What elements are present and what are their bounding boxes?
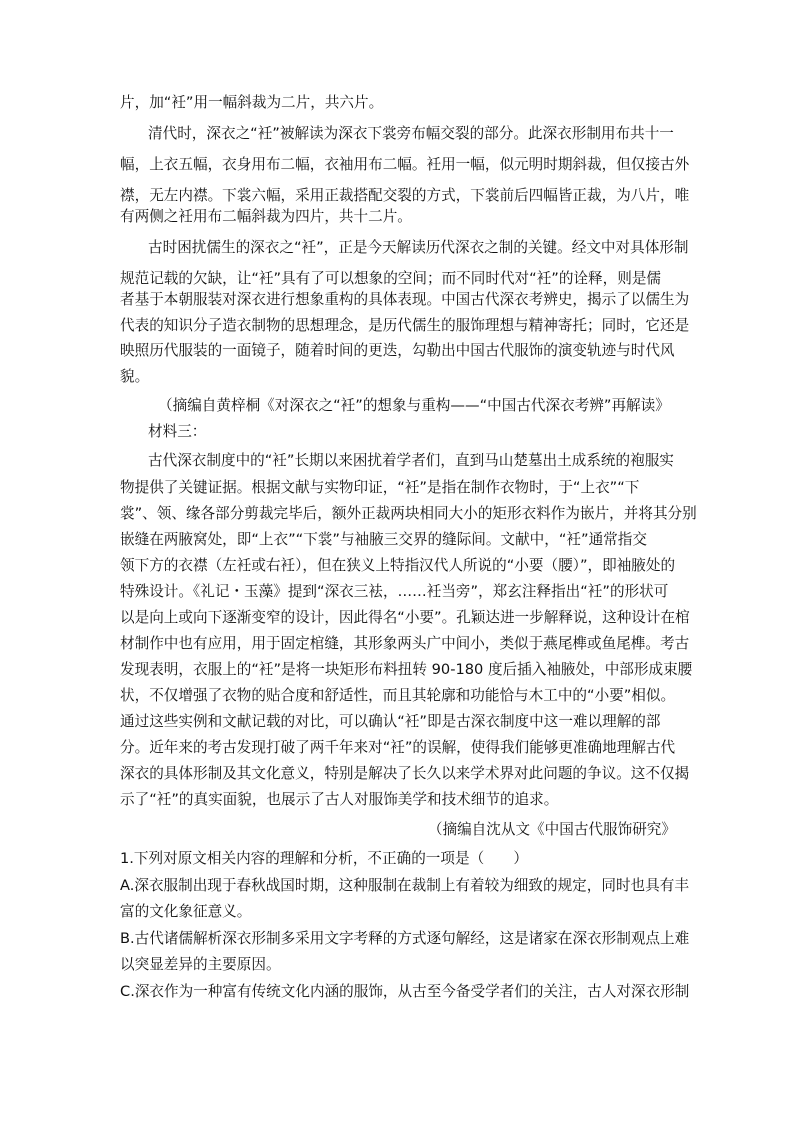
text-line: 襟，无左内襟。下裳六幅，采用正裁搭配交裂的方式，下裳前后四幅皆正裁，为八片，唯 [120,187,690,204]
option-a: A.深衣服制出现于春秋战国时期，这种服制在裁制上有着较为细致的规定，同时也具有丰 [120,877,689,894]
text-line: 幅，上衣五幅，衣身用布二幅，衣袖用布二幅。衽用一幅，似元明时期斜裁，但仅接古外 [120,156,690,173]
text-line: 者基于本朝服装对深衣进行想象重构的具体表现。中国古代深衣考辨史，揭示了以儒生为 [120,291,690,308]
source-citation: （摘编自黄梓桐《对深衣之“衽”的想象与重构——“中国古代深衣考辨”再解读》 [158,397,670,414]
text-line: 特殊设计。《礼记・玉藻》提到“深衣三袪，……衽当旁”，郑玄注释指出“衽”的形状可 [120,583,669,600]
text-line: 以是向上或向下逐渐变窄的设计，因此得名“小要”。孔颖达进一步解释说，这种设计在棺 [120,609,690,626]
text-line: 规范记载的欠缺，让“衽”具有了可以想象的空间；而不同时代对“衽”的诠释，则是儒 [120,270,662,287]
text-line: 裳”、领、缘各部分剪裁完毕后，额外正裁两块相同大小的矩形衣料作为嵌片，并将其分别 [120,505,697,522]
text-line: 嵌缝在两腋窝处，即“上衣”“下裳”与袖腋三交界的缝际间。文献中，“衽”通常指交 [120,531,647,548]
text-line: 片，加“衽”用一幅斜裁为二片，共六片。 [120,94,384,111]
text-line: 清代时，深衣之“衽”被解读为深衣下裳旁布幅交裂的部分。此深衣形制用布共十一 [148,125,674,142]
option-b-cont: 以突显差异的主要原因。 [120,956,281,973]
question-stem: 1.下列对原文相关内容的理解和分析，不正确的一项是（ ） [120,850,528,867]
text-line: 分。近年来的考古发现打破了两千年来对“衽”的误解，使得我们能够更准确地理解古代 [120,739,676,756]
text-line: 深衣的具体形制及其文化意义，特别是解决了长久以来学术界对此问题的争议。这不仅揭 [120,765,690,782]
text-line: 通过这些实例和文献记载的对比，可以确认“衽”即是古深衣制度中这一难以理解的部 [120,713,661,730]
option-b: B.古代诸儒解析深衣形制多采用文字考释的方式逐句解经，这是诸家在深衣形制观点上难 [120,930,690,947]
option-a-cont: 富的文化象征意义。 [120,903,252,920]
text-line: 古代深衣制度中的“衽”长期以来困扰着学者们，直到马山楚墓出土成系统的袍服实 [148,452,674,469]
text-line: 物提供了关键证据。根据文献与实物印证，“衽”是指在制作衣物时，于“上衣”“下 [120,479,640,496]
text-line: 领下方的衣襟（左衽或右衽），但在狭义上特指汉代人所说的“小要（腰）”，即袖腋处的 [120,557,676,574]
text-line: 有两侧之衽用布二幅斜裁为四片，共十二片。 [120,208,412,225]
text-line: 材制作中也有应用，用于固定棺缝，其形象两头广中间小，类似于燕尾榫或鱼尾榫。考古 [120,635,690,652]
section-heading: 材料三： [148,423,207,440]
text-line: 代表的知识分子造衣制物的思想理念，是历代儒生的服饰理想与精神寄托；同时，它还是 [120,317,690,334]
text-line: 映照历代服装的一面镜子，随着时间的更迭，勾勒出中国古代服饰的演变轨迹与时代风 [120,342,675,359]
option-c: C.深衣作为一种富有传统文化内涵的服饰，从古至今备受学者们的关注，古人对深衣形制 [120,983,690,1000]
source-citation: （摘编自沈从文《中国古代服饰研究》 [427,821,676,838]
text-line: 状，不仅增强了衣物的贴合度和舒适性，而且其轮廓和功能恰与木工中的“小要”相似。 [120,687,676,704]
text-line: 古时困扰儒生的深衣之“衽”，正是今天解读历代深衣之制的关键。经文中对具体形制 [148,239,689,256]
text-line: 示了“衽”的真实面貌，也展示了古人对服饰美学和技术细节的追求。 [120,791,559,808]
text-line: 发现表明，衣服上的“衽”是将一块矩形布料扭转 90-180 度后插入袖腋处，中部形成束腰 [120,661,693,678]
text-line: 貌。 [120,368,150,385]
